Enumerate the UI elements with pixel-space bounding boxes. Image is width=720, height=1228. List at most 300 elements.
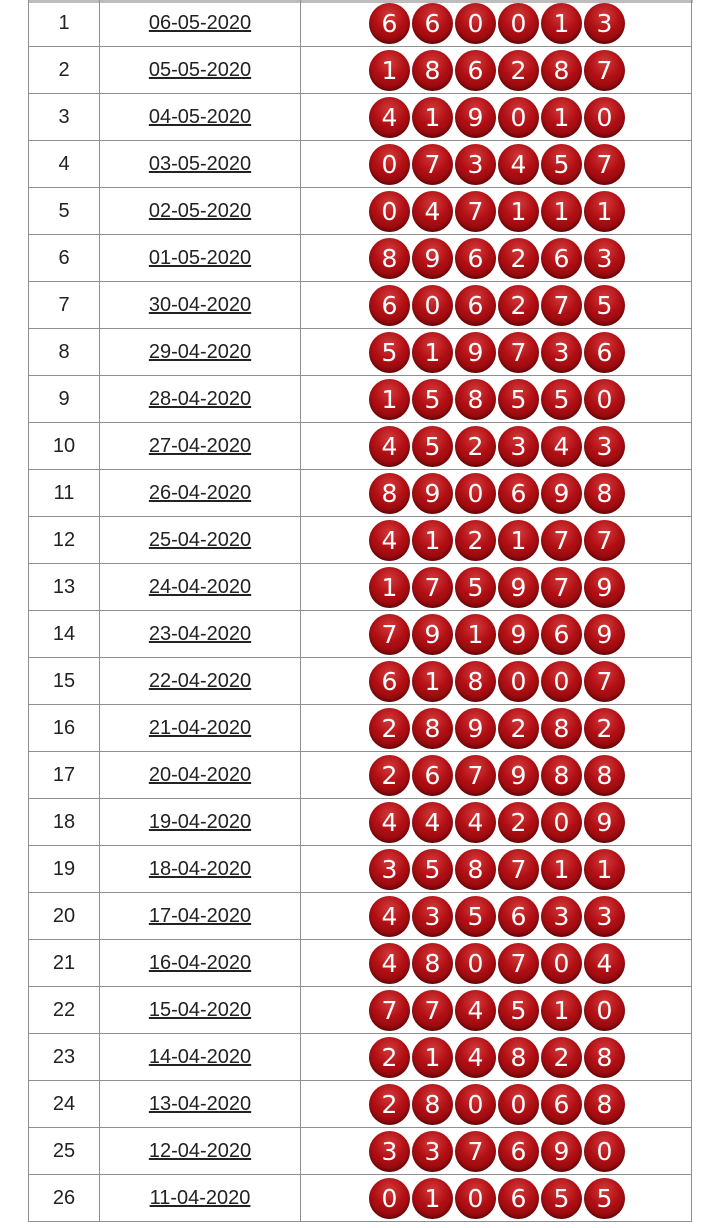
- date-cell: [100, 564, 301, 611]
- row-number: 15: [29, 658, 100, 705]
- number-ball: 2: [369, 1084, 410, 1125]
- results-table: [28, 0, 692, 1222]
- row-number: 26: [29, 1175, 100, 1222]
- result-balls: [301, 1131, 691, 1172]
- date-link[interactable]: 04-05-2020: [148, 105, 252, 128]
- date-link[interactable]: 02-05-2020: [148, 199, 252, 222]
- number-ball: 1: [541, 990, 582, 1031]
- number-ball: 3: [584, 426, 625, 467]
- result-balls: [301, 990, 691, 1031]
- date-link[interactable]: 13-04-2020: [148, 1092, 252, 1115]
- number-ball: 5: [412, 849, 453, 890]
- table-row: [29, 564, 692, 611]
- table-row: [29, 1175, 692, 1222]
- number-ball: 2: [455, 520, 496, 561]
- date-cell: [100, 0, 301, 47]
- result-balls-cell: [301, 0, 692, 47]
- number-ball: 9: [498, 614, 539, 655]
- date-cell: [100, 893, 301, 940]
- result-balls-cell: [301, 94, 692, 141]
- table-row: [29, 987, 692, 1034]
- date-cell: [100, 611, 301, 658]
- row-number: 3: [29, 94, 100, 141]
- date-cell: [100, 1128, 301, 1175]
- row-number: 11: [29, 470, 100, 517]
- number-ball: 2: [369, 708, 410, 749]
- number-ball: 0: [412, 285, 453, 326]
- table-row: [29, 0, 692, 47]
- number-ball: 6: [455, 285, 496, 326]
- number-ball: 2: [498, 708, 539, 749]
- row-number: 1: [29, 0, 100, 47]
- number-ball: 4: [369, 943, 410, 984]
- number-ball: 8: [541, 755, 582, 796]
- number-ball: 9: [541, 473, 582, 514]
- result-balls-cell: [301, 705, 692, 752]
- number-ball: 1: [541, 97, 582, 138]
- number-ball: 7: [455, 1131, 496, 1172]
- table-row: [29, 705, 692, 752]
- result-balls-cell: [301, 47, 692, 94]
- date-cell: [100, 940, 301, 987]
- number-ball: 4: [455, 990, 496, 1031]
- row-number: 23: [29, 1034, 100, 1081]
- number-ball: 0: [369, 144, 410, 185]
- table-row: [29, 282, 692, 329]
- number-ball: 5: [498, 990, 539, 1031]
- number-ball: 2: [498, 285, 539, 326]
- number-ball: 8: [412, 943, 453, 984]
- number-ball: 9: [412, 473, 453, 514]
- number-ball: 0: [455, 943, 496, 984]
- result-balls: [301, 614, 691, 655]
- number-ball: 2: [541, 1037, 582, 1078]
- number-ball: 6: [369, 661, 410, 702]
- date-cell: [100, 141, 301, 188]
- number-ball: 4: [412, 802, 453, 843]
- number-ball: 7: [412, 567, 453, 608]
- row-number: 25: [29, 1128, 100, 1175]
- result-balls-cell: [301, 611, 692, 658]
- table-row: [29, 940, 692, 987]
- date-link[interactable]: 06-05-2020: [148, 11, 252, 34]
- row-number: 12: [29, 517, 100, 564]
- row-number: 5: [29, 188, 100, 235]
- result-balls-cell: [301, 893, 692, 940]
- number-ball: 8: [455, 661, 496, 702]
- number-ball: 3: [412, 896, 453, 937]
- table-row: [29, 752, 692, 799]
- number-ball: 6: [541, 614, 582, 655]
- number-ball: 0: [584, 97, 625, 138]
- result-balls-cell: [301, 1034, 692, 1081]
- number-ball: 0: [369, 191, 410, 232]
- date-cell: [100, 235, 301, 282]
- number-ball: 0: [498, 97, 539, 138]
- result-balls-cell: [301, 188, 692, 235]
- number-ball: 5: [498, 379, 539, 420]
- result-balls-cell: [301, 282, 692, 329]
- result-balls: [301, 332, 691, 373]
- row-number: 4: [29, 141, 100, 188]
- date-link[interactable]: 26-04-2020: [148, 481, 252, 504]
- result-balls: [301, 567, 691, 608]
- number-ball: 1: [412, 1178, 453, 1219]
- result-balls: [301, 426, 691, 467]
- number-ball: 1: [541, 3, 582, 44]
- number-ball: 9: [584, 567, 625, 608]
- number-ball: 4: [369, 802, 410, 843]
- number-ball: 3: [584, 238, 625, 279]
- row-number: 6: [29, 235, 100, 282]
- date-link[interactable]: 15-04-2020: [148, 998, 252, 1021]
- result-balls: [301, 1037, 691, 1078]
- date-link[interactable]: 12-04-2020: [148, 1139, 252, 1162]
- number-ball: 8: [455, 849, 496, 890]
- date-cell: [100, 94, 301, 141]
- result-balls: [301, 708, 691, 749]
- number-ball: 3: [541, 896, 582, 937]
- number-ball: 4: [498, 144, 539, 185]
- number-ball: 0: [584, 379, 625, 420]
- number-ball: 7: [455, 191, 496, 232]
- number-ball: 6: [584, 332, 625, 373]
- date-cell: [100, 705, 301, 752]
- date-cell: [100, 47, 301, 94]
- date-link[interactable]: 22-04-2020: [148, 669, 252, 692]
- number-ball: 2: [584, 708, 625, 749]
- number-ball: 0: [541, 802, 582, 843]
- number-ball: 0: [541, 943, 582, 984]
- result-balls: [301, 896, 691, 937]
- number-ball: 6: [369, 285, 410, 326]
- number-ball: 8: [412, 50, 453, 91]
- table-row: [29, 611, 692, 658]
- number-ball: 5: [541, 1178, 582, 1219]
- number-ball: 7: [412, 990, 453, 1031]
- number-ball: 0: [498, 1084, 539, 1125]
- number-ball: 0: [455, 473, 496, 514]
- result-balls-cell: [301, 799, 692, 846]
- date-cell: [100, 658, 301, 705]
- number-ball: 6: [455, 238, 496, 279]
- table-row: [29, 517, 692, 564]
- number-ball: 6: [498, 1178, 539, 1219]
- row-number: 16: [29, 705, 100, 752]
- table-row: [29, 47, 692, 94]
- number-ball: 7: [498, 849, 539, 890]
- result-balls: [301, 520, 691, 561]
- result-balls-cell: [301, 1081, 692, 1128]
- number-ball: 5: [584, 285, 625, 326]
- number-ball: 3: [584, 896, 625, 937]
- row-number: 2: [29, 47, 100, 94]
- number-ball: 8: [369, 473, 410, 514]
- date-link[interactable]: 14-04-2020: [148, 1045, 252, 1068]
- number-ball: 2: [369, 1037, 410, 1078]
- table-row: [29, 188, 692, 235]
- date-cell: [100, 752, 301, 799]
- number-ball: 4: [541, 426, 582, 467]
- number-ball: 8: [455, 379, 496, 420]
- row-number: 17: [29, 752, 100, 799]
- number-ball: 4: [369, 896, 410, 937]
- number-ball: 1: [369, 50, 410, 91]
- table-row: [29, 658, 692, 705]
- row-number: 9: [29, 376, 100, 423]
- number-ball: 7: [369, 990, 410, 1031]
- row-number: 10: [29, 423, 100, 470]
- result-balls: [301, 285, 691, 326]
- table-row: [29, 376, 692, 423]
- date-link[interactable]: 24-04-2020: [148, 575, 252, 598]
- number-ball: 0: [498, 661, 539, 702]
- number-ball: 8: [498, 1037, 539, 1078]
- number-ball: 1: [455, 614, 496, 655]
- date-link[interactable]: 20-04-2020: [148, 763, 252, 786]
- date-link[interactable]: 03-05-2020: [148, 152, 252, 175]
- date-cell: [100, 517, 301, 564]
- date-cell: [100, 1081, 301, 1128]
- number-ball: 5: [584, 1178, 625, 1219]
- number-ball: 8: [541, 50, 582, 91]
- table-row: [29, 1034, 692, 1081]
- result-balls: [301, 50, 691, 91]
- table-row: [29, 423, 692, 470]
- row-number: 24: [29, 1081, 100, 1128]
- table-row: [29, 893, 692, 940]
- date-link[interactable]: 17-04-2020: [148, 904, 252, 927]
- number-ball: 1: [584, 191, 625, 232]
- number-ball: 3: [455, 144, 496, 185]
- date-cell: [100, 799, 301, 846]
- number-ball: 3: [412, 1131, 453, 1172]
- number-ball: 7: [541, 285, 582, 326]
- result-balls: [301, 849, 691, 890]
- result-balls-cell: [301, 517, 692, 564]
- number-ball: 5: [412, 426, 453, 467]
- number-ball: 1: [412, 661, 453, 702]
- row-number: 14: [29, 611, 100, 658]
- number-ball: 5: [455, 567, 496, 608]
- number-ball: 6: [455, 50, 496, 91]
- number-ball: 9: [455, 97, 496, 138]
- result-balls-cell: [301, 846, 692, 893]
- result-balls: [301, 238, 691, 279]
- number-ball: 6: [412, 3, 453, 44]
- number-ball: 1: [584, 849, 625, 890]
- number-ball: 7: [412, 144, 453, 185]
- number-ball: 9: [584, 614, 625, 655]
- number-ball: 9: [455, 332, 496, 373]
- number-ball: 6: [498, 1131, 539, 1172]
- table-row: [29, 1128, 692, 1175]
- row-number: 19: [29, 846, 100, 893]
- table-row: [29, 141, 692, 188]
- number-ball: 0: [455, 1084, 496, 1125]
- number-ball: 9: [412, 238, 453, 279]
- number-ball: 2: [455, 426, 496, 467]
- row-number: 8: [29, 329, 100, 376]
- number-ball: 5: [412, 379, 453, 420]
- number-ball: 1: [369, 567, 410, 608]
- row-number: 18: [29, 799, 100, 846]
- number-ball: 0: [498, 3, 539, 44]
- date-cell: [100, 329, 301, 376]
- table-row: [29, 1081, 692, 1128]
- date-link[interactable]: 29-04-2020: [148, 340, 252, 363]
- row-number: 7: [29, 282, 100, 329]
- number-ball: 1: [541, 191, 582, 232]
- number-ball: 3: [498, 426, 539, 467]
- number-ball: 2: [498, 238, 539, 279]
- number-ball: 6: [498, 473, 539, 514]
- result-balls: [301, 3, 691, 44]
- number-ball: 0: [584, 990, 625, 1031]
- date-link[interactable]: 28-04-2020: [148, 387, 252, 410]
- result-balls-cell: [301, 329, 692, 376]
- number-ball: 5: [541, 144, 582, 185]
- number-ball: 8: [369, 238, 410, 279]
- number-ball: 8: [584, 1084, 625, 1125]
- number-ball: 6: [541, 1084, 582, 1125]
- number-ball: 9: [541, 1131, 582, 1172]
- number-ball: 3: [584, 3, 625, 44]
- table-row: [29, 470, 692, 517]
- result-balls-cell: [301, 940, 692, 987]
- number-ball: 8: [584, 1037, 625, 1078]
- result-balls: [301, 661, 691, 702]
- date-link[interactable]: 25-04-2020: [148, 528, 252, 551]
- number-ball: 1: [412, 97, 453, 138]
- date-link[interactable]: 19-04-2020: [148, 810, 252, 833]
- table-row: [29, 846, 692, 893]
- number-ball: 7: [584, 520, 625, 561]
- row-number: 13: [29, 564, 100, 611]
- date-cell: [100, 1175, 301, 1222]
- date-link[interactable]: 27-04-2020: [148, 434, 252, 457]
- result-balls-cell: [301, 470, 692, 517]
- number-ball: 6: [498, 896, 539, 937]
- date-link[interactable]: 23-04-2020: [148, 622, 252, 645]
- number-ball: 5: [541, 379, 582, 420]
- number-ball: 7: [498, 943, 539, 984]
- result-balls-cell: [301, 235, 692, 282]
- number-ball: 1: [369, 379, 410, 420]
- date-link[interactable]: 11-04-2020: [149, 1186, 251, 1209]
- number-ball: 0: [584, 1131, 625, 1172]
- number-ball: 7: [541, 520, 582, 561]
- result-balls: [301, 144, 691, 185]
- number-ball: 2: [369, 755, 410, 796]
- date-link[interactable]: 30-04-2020: [148, 293, 252, 316]
- result-balls: [301, 943, 691, 984]
- result-balls: [301, 1084, 691, 1125]
- number-ball: 5: [455, 896, 496, 937]
- result-balls-cell: [301, 423, 692, 470]
- result-balls: [301, 802, 691, 843]
- result-balls: [301, 755, 691, 796]
- number-ball: 9: [412, 614, 453, 655]
- number-ball: 3: [541, 332, 582, 373]
- number-ball: 8: [412, 708, 453, 749]
- number-ball: 2: [498, 50, 539, 91]
- number-ball: 2: [498, 802, 539, 843]
- number-ball: 9: [498, 755, 539, 796]
- number-ball: 4: [369, 520, 410, 561]
- number-ball: 1: [412, 1037, 453, 1078]
- date-cell: [100, 423, 301, 470]
- number-ball: 4: [455, 1037, 496, 1078]
- number-ball: 7: [584, 144, 625, 185]
- number-ball: 1: [498, 191, 539, 232]
- table-row: [29, 94, 692, 141]
- results-table-body: [29, 0, 692, 1222]
- date-cell: [100, 846, 301, 893]
- number-ball: 0: [369, 1178, 410, 1219]
- date-link[interactable]: 16-04-2020: [148, 951, 252, 974]
- number-ball: 1: [541, 849, 582, 890]
- result-balls-cell: [301, 1175, 692, 1222]
- result-balls-cell: [301, 752, 692, 799]
- result-balls-cell: [301, 141, 692, 188]
- row-number: 22: [29, 987, 100, 1034]
- number-ball: 3: [369, 1131, 410, 1172]
- number-ball: 9: [498, 567, 539, 608]
- number-ball: 8: [584, 755, 625, 796]
- result-balls: [301, 97, 691, 138]
- result-balls: [301, 191, 691, 232]
- result-balls-cell: [301, 987, 692, 1034]
- number-ball: 7: [584, 50, 625, 91]
- result-balls-cell: [301, 1128, 692, 1175]
- number-ball: 4: [369, 97, 410, 138]
- number-ball: 7: [541, 567, 582, 608]
- number-ball: 4: [455, 802, 496, 843]
- result-balls: [301, 379, 691, 420]
- table-row: [29, 329, 692, 376]
- date-cell: [100, 376, 301, 423]
- number-ball: 6: [369, 3, 410, 44]
- date-link[interactable]: 21-04-2020: [148, 716, 252, 739]
- number-ball: 8: [412, 1084, 453, 1125]
- number-ball: 3: [369, 849, 410, 890]
- row-number: 20: [29, 893, 100, 940]
- number-ball: 5: [369, 332, 410, 373]
- number-ball: 0: [541, 661, 582, 702]
- number-ball: 1: [412, 332, 453, 373]
- number-ball: 1: [498, 520, 539, 561]
- number-ball: 9: [455, 708, 496, 749]
- number-ball: 4: [369, 426, 410, 467]
- number-ball: 4: [584, 943, 625, 984]
- number-ball: 0: [455, 3, 496, 44]
- number-ball: 6: [412, 755, 453, 796]
- date-link[interactable]: 18-04-2020: [148, 857, 252, 880]
- number-ball: 4: [412, 191, 453, 232]
- date-cell: [100, 470, 301, 517]
- number-ball: 7: [584, 661, 625, 702]
- number-ball: 0: [455, 1178, 496, 1219]
- date-link[interactable]: 05-05-2020: [148, 58, 252, 81]
- date-link[interactable]: 01-05-2020: [148, 246, 252, 269]
- result-balls-cell: [301, 376, 692, 423]
- result-balls-cell: [301, 658, 692, 705]
- date-cell: [100, 1034, 301, 1081]
- table-row: [29, 235, 692, 282]
- table-row: [29, 799, 692, 846]
- number-ball: 7: [498, 332, 539, 373]
